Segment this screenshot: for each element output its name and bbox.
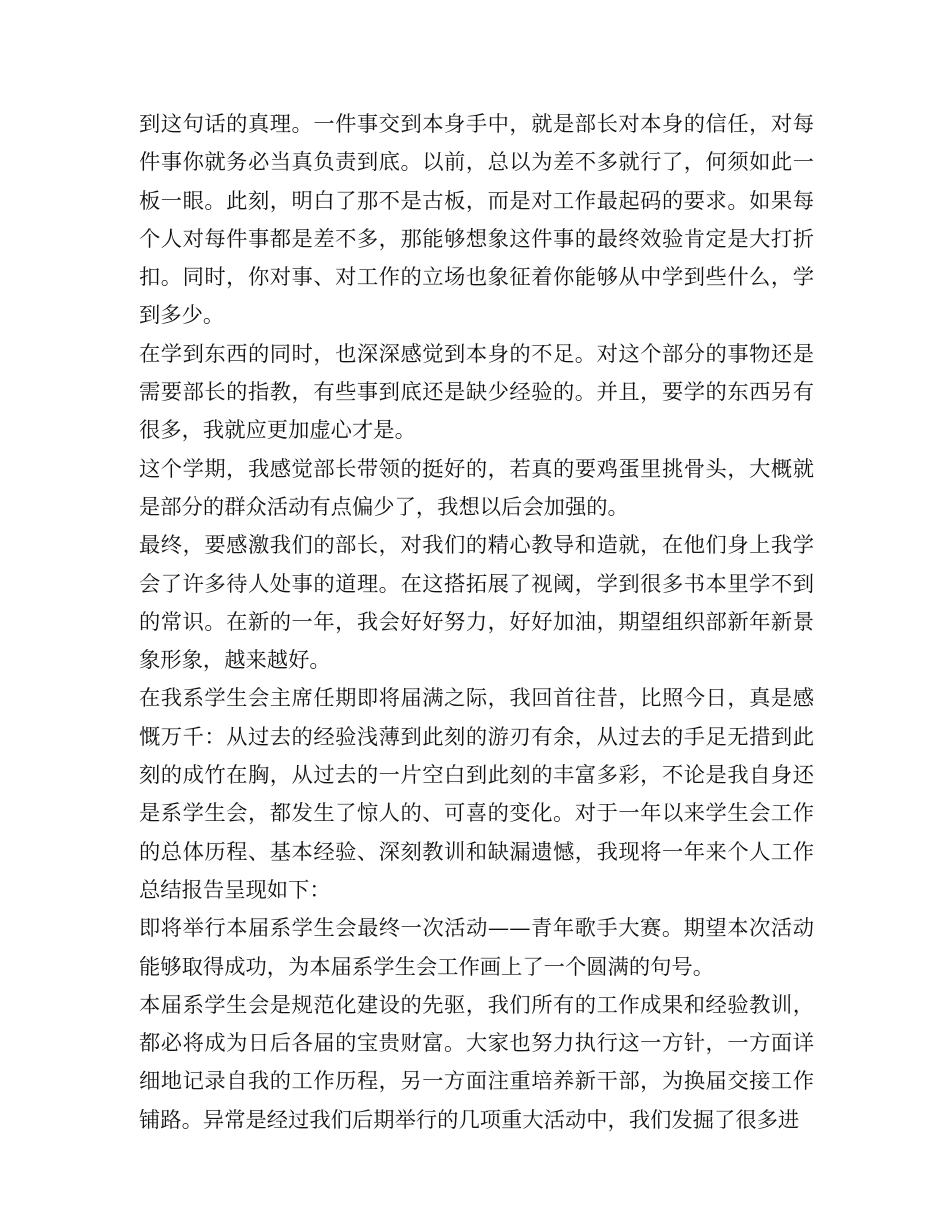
paragraph-3: 这个学期，我感觉部长带领的挺好的，若真的要鸡蛋里挑骨头，大概就是部分的群众活动有点偏少了，我想以后会加强的。 — [139, 456, 814, 520]
paragraph-1: 到这句话的真理。一件事交到本身手中，就是部长对本身的信任，对每件事你就务必当真负责到底。以前，总以为差不多就行了，何须如此一板一眼。此刻，明白了那不是古板，而是对工作最起码的要求。如果每个人对每件事都是差不多，那能够想象这件事的最终效验肯定是大打折扣。同时，你对事、对工作的立场也象征着你能够从中学到些什么，学到多少。 — [139, 112, 814, 329]
document-body — [139, 106, 814, 1140]
paragraph-6: 即将举行本届系学生会最终一次活动——青年歌手大赛。期望本次活动能够取得成功，为本届系学生会工作画上了一个圆满的句号。 — [139, 916, 814, 980]
paragraph-2: 在学到东西的同时，也深深感觉到本身的不足。对这个部分的事物还是需要部长的指教，有些事到底还是缺少经验的。并且，要学的东西另有很多，我就应更加虚心才是。 — [139, 341, 814, 444]
paragraph-4: 最终，要感激我们的部长，对我们的精心教导和造就，在他们身上我学会了许多待人处事的道理。在这搭拓展了视阈，学到很多书本里学不到的常识。在新的一年，我会好好努力，好好加油，期望组织部新年新景象形象，越来越好。 — [139, 533, 814, 674]
paragraph-7: 本届系学生会是规范化建设的先驱，我们所有的工作成果和经验教训，都必将成为日后各届的宝贵财富。大家也努力执行这一方针，一方面详细地记录自我的工作历程，另一方面注重培养新干部，为换届交接工作铺路。异常是经过我们后期举行的几项重大活动中，我们发掘了很多进 — [139, 992, 814, 1133]
paragraph-5: 在我系学生会主席任期即将届满之际，我回首往昔，比照今日，真是感慨万千：从过去的经验浅薄到此刻的游刃有余，从过去的手足无措到此刻的成竹在胸，从过去的一片空白到此刻的丰富多彩，不论是我自身还是系学生会，都发生了惊人的、可喜的变化。对于一年以来学生会工作的总体历程、基本经验、深刻教训和缺漏遗憾，我现将一年来个人工作总结报告呈现如下： — [139, 686, 814, 903]
